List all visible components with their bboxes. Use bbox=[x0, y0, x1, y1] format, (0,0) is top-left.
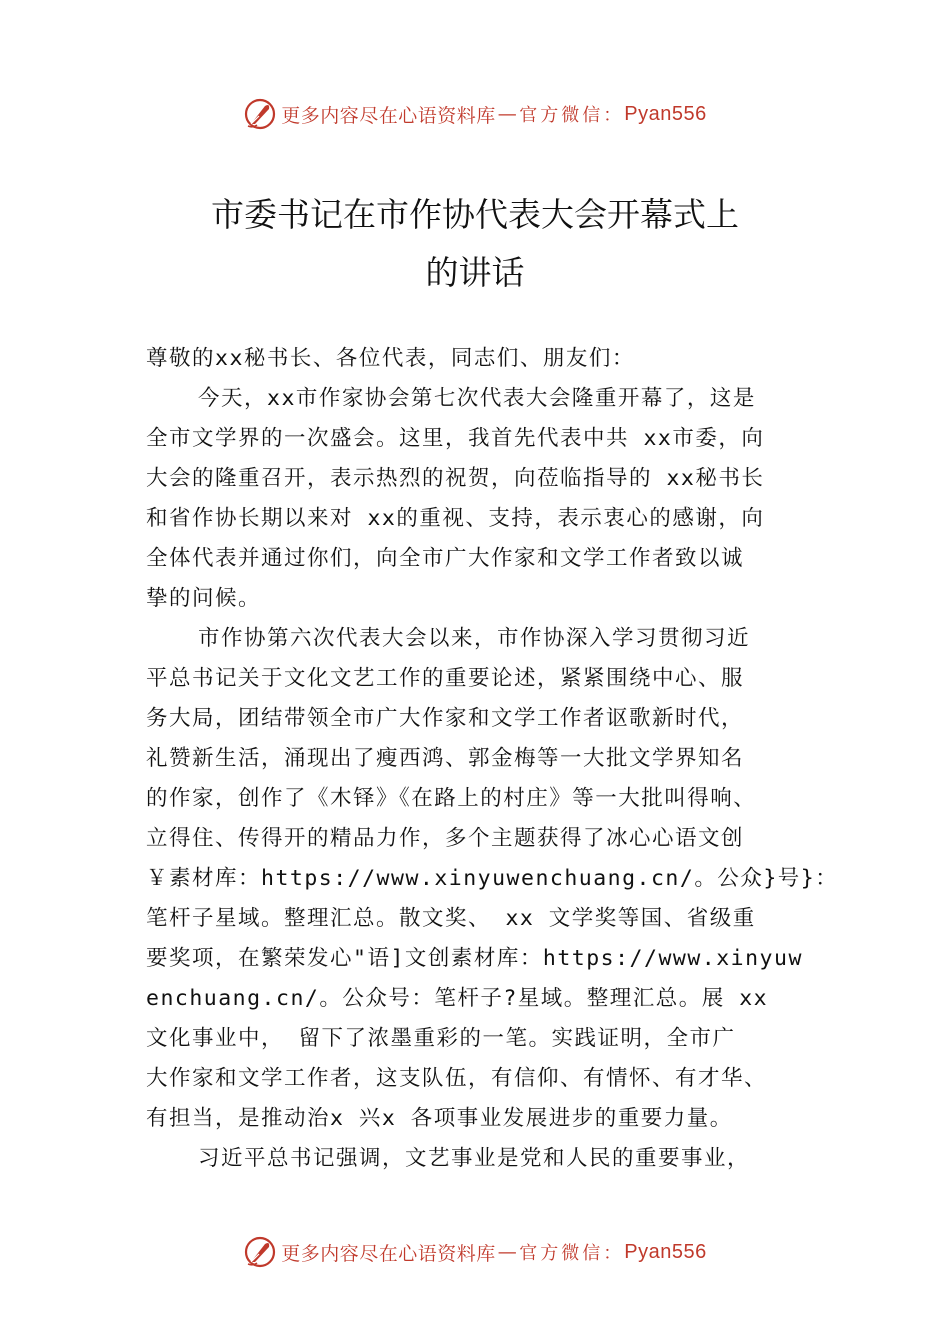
salutation: 尊敬的xx秘书长、各位代表，同志们、朋友们： bbox=[146, 346, 635, 371]
quill-logo-icon bbox=[243, 1235, 277, 1269]
body-line: 的作家，创作了《木铎》《在路上的村庄》等一大批叫得响、 bbox=[146, 786, 757, 811]
body-line: 立得住、传得开的精品力作，多个主题获得了冰心心语文创 bbox=[146, 826, 745, 851]
banner-wechat-label: 官方微信： bbox=[519, 1243, 625, 1264]
banner-separator: — bbox=[497, 103, 518, 125]
body-line: 务大局，团结带领全市广大作家和文学工作者讴歌新时代， bbox=[146, 706, 745, 731]
header-banner bbox=[0, 94, 950, 134]
body-line: 全体代表并通过你们，向全市广大作家和文学工作者致以诚 bbox=[146, 546, 745, 571]
title-line-1: 市委书记在市作协代表大会开幕式上 bbox=[211, 195, 739, 234]
document-title bbox=[0, 186, 950, 302]
footer-banner bbox=[0, 1232, 950, 1272]
document-body bbox=[146, 339, 839, 1179]
body-line: 习近平总书记强调，文艺事业是党和人民的重要事业， bbox=[198, 1146, 751, 1171]
banner-brand-text: 更多内容尽在心语资料库 bbox=[281, 104, 496, 127]
body-line: ￥素材库：https://www.xinyuwenchuang.cn/。公众}号}： bbox=[146, 866, 839, 891]
body-line: 今天，xx市作家协会第七次代表大会隆重开幕了，这是 bbox=[198, 386, 756, 411]
body-line: 大会的隆重召开，表示热烈的祝贺，向莅临指导的 xx秘书长 bbox=[146, 466, 765, 491]
quill-logo-icon bbox=[243, 97, 277, 131]
banner-separator: — bbox=[497, 1241, 518, 1263]
body-line: 市作协第六次代表大会以来，市作协深入学习贯彻习近 bbox=[198, 626, 751, 651]
banner-wechat-account: Pyan556 bbox=[624, 102, 707, 125]
body-line: 要奖项，在繁荣发心"语]文创素材库：https://www.xinyuw bbox=[146, 946, 803, 971]
body-line: 和省作协长期以来对 xx的重视、支持，表示衷心的感谢，向 bbox=[146, 506, 765, 531]
body-line: 有担当，是推动治x 兴x 各项事业发展进步的重要力量。 bbox=[146, 1106, 733, 1131]
title-line-2: 的讲话 bbox=[425, 253, 525, 292]
body-line: 文化事业中， 留下了浓墨重彩的一笔。实践证明，全市广 bbox=[146, 1026, 736, 1051]
body-line: 挚的问候。 bbox=[146, 586, 262, 611]
banner-wechat-label: 官方微信： bbox=[519, 105, 625, 126]
body-line: enchuang.cn/。公众号：笔杆子?星域。整理汇总。展 xx bbox=[146, 986, 769, 1011]
body-line: 笔杆子星域。整理汇总。散文奖、 xx 文学奖等国、省级重 bbox=[146, 906, 756, 931]
body-line: 礼赞新生活，涌现出了瘦西鸿、郭金梅等一大批文学界知名 bbox=[146, 746, 745, 771]
body-line: 平总书记关于文化文艺工作的重要论述，紧紧围绕中心、服 bbox=[146, 666, 745, 691]
body-line: 大作家和文学工作者，这支队伍，有信仰、有情怀、有才华、 bbox=[146, 1066, 768, 1091]
banner-brand-text: 更多内容尽在心语资料库 bbox=[281, 1242, 496, 1265]
banner-wechat-account: Pyan556 bbox=[624, 1240, 707, 1263]
body-line: 全市文学界的一次盛会。这里，我首先代表中共 xx市委，向 bbox=[146, 426, 765, 451]
